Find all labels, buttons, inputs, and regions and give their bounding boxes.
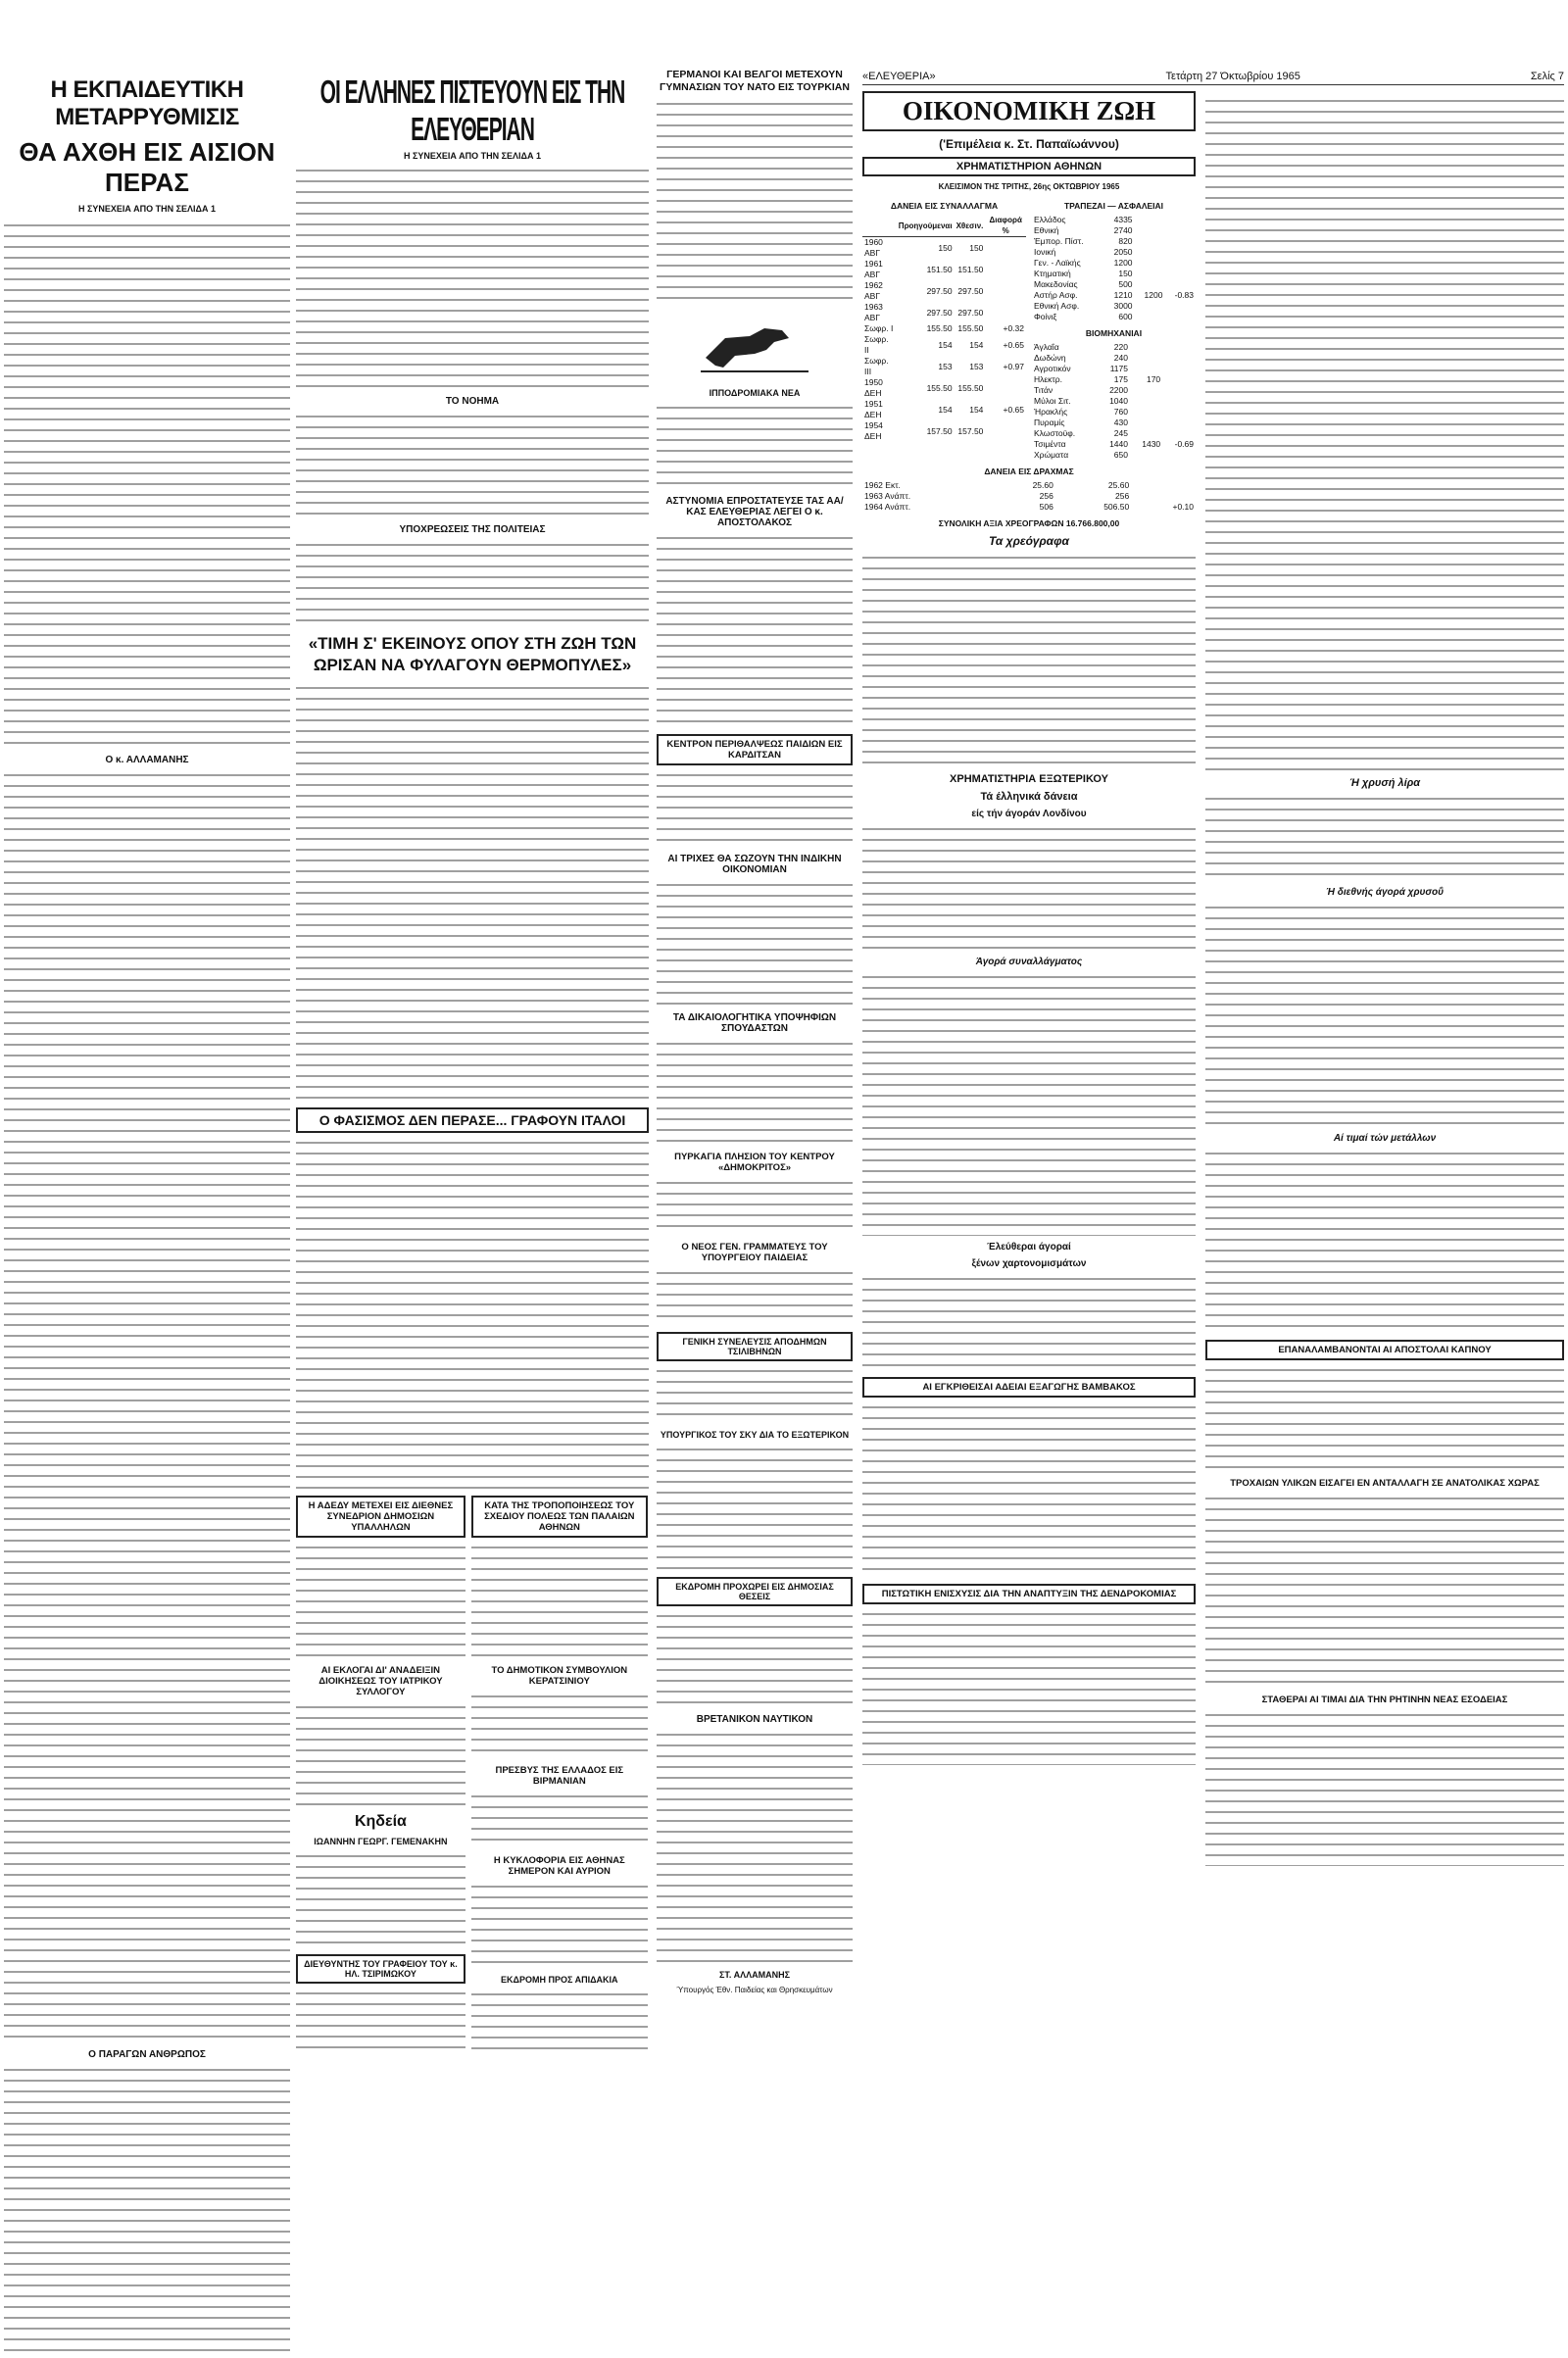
article-body-freedom xyxy=(296,165,649,390)
article-body-2 xyxy=(4,769,290,2043)
banks-table-wrap xyxy=(1032,195,1196,461)
bank-prev: 500 xyxy=(1118,279,1133,289)
table-row xyxy=(1032,247,1196,258)
table-row xyxy=(1032,342,1196,353)
article-body-london xyxy=(862,823,1196,951)
bank-name: Μακεδονίας xyxy=(1034,279,1078,289)
bank-now xyxy=(1135,236,1165,247)
bank-now xyxy=(1135,215,1165,225)
article-body-ministerial xyxy=(657,1444,853,1571)
article-body-thermopylae xyxy=(296,682,649,1104)
loan-now: 154 xyxy=(969,339,984,350)
headline-police: ΑΣΤΥΝΟΜΙΑ ΕΠΡΟΣΤΑΤΕΥΣΕ ΤΑΣ ΑΑ/ΚΑΣ ΕΛΕΥΘΕΡΙΑΣ ΛΕΓΕΙ Ο κ. ΑΠΟΣΤΟΛΑΚΟΣ xyxy=(665,496,844,528)
loan-now: 154 xyxy=(969,404,984,415)
column-education xyxy=(4,0,290,2330)
table-row xyxy=(1032,236,1196,247)
issue-date: Τετάρτη 27 Όκτωβρίου 1965 xyxy=(1165,71,1300,82)
article-body-horses xyxy=(657,402,853,490)
table-row xyxy=(1032,407,1196,418)
table-row xyxy=(1032,418,1196,428)
bank-name: Γεν. - Λαϊκής xyxy=(1034,258,1081,268)
article-body-notes xyxy=(862,1273,1196,1371)
table-row xyxy=(862,237,1026,260)
industry-diff xyxy=(1162,385,1196,396)
table-row xyxy=(862,377,1026,399)
article-body-obligations xyxy=(296,539,649,627)
article-body-metals xyxy=(1205,1148,1564,1334)
intl-gold-head: Ή διεθνής άγορά χρυσοΰ xyxy=(1325,887,1445,898)
loan-now: 297.50 xyxy=(957,307,984,318)
table-row xyxy=(1032,225,1196,236)
article-body-gold xyxy=(1205,793,1564,881)
industry-diff xyxy=(1162,374,1196,385)
loan-diff: +0.65 xyxy=(1003,339,1024,350)
horse-illustration xyxy=(657,304,853,382)
article-body-meaning xyxy=(296,411,649,518)
drachma-now: 506.50 xyxy=(1103,502,1130,512)
loan-prev: 297.50 xyxy=(926,307,953,318)
drachma-prev: 25.60 xyxy=(1032,480,1054,490)
industry-now xyxy=(1130,428,1162,439)
box-keratsini: ΤΟ ΔΗΜΟΤΙΚΟΝ ΣΥΜΒΟΥΛΙΟΝ ΚΕΡΑΤΣΙΝΙΟΥ xyxy=(491,1665,628,1687)
loans-table xyxy=(862,215,1026,442)
table-row xyxy=(1032,364,1196,374)
boxes-row xyxy=(296,1490,649,2057)
bank-prev: 600 xyxy=(1118,312,1133,321)
headline-fascism: Ο ΦΑΣΙΣΜΟΣ ΔΕΝ ΠΕΡΑΣΕ... ΓΡΑΦΟΥΝ ΙΤΑΛΟΙ xyxy=(296,1107,649,1133)
article-body-intl-gold xyxy=(1205,902,1564,1127)
bank-name: Εθνική xyxy=(1034,225,1059,235)
headline-ministerial: ΥΠΟΥΡΓΙΚΟΣ ΤΟΥ ΣΚΥ ΔΙΑ ΤΟ ΕΞΩΤΕΡΙΚΟΝ xyxy=(660,1430,850,1440)
loans-title: ΔΑΝΕΙΑ ΕΙΣ ΣΥΝΑΛΛΑΓΜΑ xyxy=(890,201,999,211)
loan-prev: 150 xyxy=(938,242,953,253)
industry-now xyxy=(1130,342,1162,353)
drachma-now: 256 xyxy=(1115,491,1130,501)
industry-now xyxy=(1130,396,1162,407)
loan-diff xyxy=(985,302,1026,323)
bourse-volume: ΣΥΝΟΛΙΚΗ ΑΞΙΑ ΧΡΕΟΓΡΑΦΩΝ 16.766.800,00 xyxy=(938,518,1120,528)
loan-now: 155.50 xyxy=(957,382,984,393)
industry-now: 1430 xyxy=(1142,439,1161,449)
bank-diff xyxy=(1164,236,1196,247)
paper-name: «ΕΛΕΥΘΕΡΙΑ» xyxy=(862,71,936,82)
article-body-police xyxy=(657,532,853,728)
box-adedy: Η ΑΔΕΔΥ ΜΕΤΕΧΕΙ ΕΙΣ ΔΙΕΘΝΕΣ ΣΥΝΕΔΡΙΟΝ ΔΗΜΟΣΙΩΝ ΥΠΑΛΛΗΛΩΝ xyxy=(296,1496,466,1538)
table-row xyxy=(862,302,1026,323)
article-body-old-athens xyxy=(471,1542,648,1659)
table-row xyxy=(862,420,1026,442)
bank-now: 1200 xyxy=(1144,290,1163,300)
table-row xyxy=(1032,312,1196,322)
industry-prev: 760 xyxy=(1113,407,1128,417)
table-row xyxy=(1032,290,1196,301)
loan-now: 151.50 xyxy=(957,264,984,274)
loan-name: 1950 ΔΕΗ xyxy=(864,377,883,398)
article-body-fire xyxy=(657,1177,853,1236)
headline-documents: ΤΑ ΔΙΚΑΙΟΛΟΓΗΤΙΚΑ ΥΠΟΨΗΦΙΩΝ ΣΠΟΥΔΑΣΤΩΝ xyxy=(672,1012,837,1034)
column-freedom xyxy=(296,0,649,2330)
table-row xyxy=(862,480,1196,491)
box-old-athens: ΚΑΤΑ ΤΗΣ ΤΡΟΠΟΠΟΙΗΣΕΩΣ ΤΟΥ ΣΧΕΔΙΟΥ ΠΟΛΕΩΣ ΤΩΝ ΠΑΛΑΙΩΝ ΑΘΗΝΩΝ xyxy=(471,1496,648,1538)
industry-prev: 430 xyxy=(1113,418,1128,427)
bourse-title: ΧΡΗΜΑΤΙΣΤΗΡΙΟΝ ΑΘΗΝΩΝ xyxy=(862,157,1196,176)
article-body-traffic xyxy=(471,1881,648,1969)
article-body-children xyxy=(657,769,853,848)
bank-diff xyxy=(1164,269,1196,279)
industry-diff xyxy=(1162,364,1196,374)
foreign-bourse-title: ΧΡΗΜΑΤΙΣΤΗΡΙΑ ΕΞΩΤΕΡΙΚΟΥ xyxy=(950,773,1108,785)
bank-name: Αστήρ Ασφ. xyxy=(1034,290,1078,300)
industry-diff xyxy=(1162,418,1196,428)
industry-prev: 650 xyxy=(1113,450,1128,460)
economy-editor: ('Επιμέλεια κ. Στ. Παπαϊωάννου) xyxy=(939,137,1119,151)
loan-name: 1951 ΔΕΗ xyxy=(864,399,883,419)
loan-prev: 151.50 xyxy=(926,264,953,274)
table-row xyxy=(862,399,1026,420)
drachma-name: 1963 Ανάπτ. xyxy=(864,491,911,501)
industry-now: 170 xyxy=(1146,374,1161,384)
industry-prev: 1175 xyxy=(1109,364,1128,373)
headline-hair: ΑΙ ΤΡΙΧΕΣ ΘΑ ΣΩΖΟΥΝ ΤΗΝ ΙΝΔΙΚΗΝ ΟΙΚΟΝΟΜΙΑΝ xyxy=(667,854,842,875)
funeral-name: ΙΩΑΝΝΗΝ ΓΕΩΡΓ. ΓΕΜΕΝΑΚΗΝ xyxy=(314,1837,448,1846)
loan-name: 1962 ΑΒΓ xyxy=(864,280,883,301)
subheadline-education: ΘΑ ΑΧΘΗ ΕΙΣ ΑΙΣΙΟΝ ΠΕΡΑΣ xyxy=(19,137,275,197)
article-body-funeral xyxy=(296,1850,466,1948)
industry-diff xyxy=(1162,428,1196,439)
loan-prev: 153 xyxy=(938,361,953,371)
industry-diff xyxy=(1162,450,1196,461)
table-row xyxy=(1032,301,1196,312)
loan-now: 153 xyxy=(969,361,984,371)
industry-now xyxy=(1130,450,1162,461)
bank-prev: 150 xyxy=(1118,269,1133,278)
industry-name: Πυραμίς xyxy=(1034,418,1065,427)
bourse-tables xyxy=(862,195,1196,461)
table-row xyxy=(1032,450,1196,461)
article-body-excursion-2 xyxy=(657,1610,853,1708)
industry-name: Χρώματα xyxy=(1034,450,1069,460)
economy-layout xyxy=(862,85,1564,1866)
table-row xyxy=(1032,396,1196,407)
table-row xyxy=(1032,258,1196,269)
bank-now xyxy=(1135,247,1165,258)
industry-diff xyxy=(1162,353,1196,364)
drachma-prev: 506 xyxy=(1039,502,1054,512)
industry-now xyxy=(1130,418,1162,428)
table-row xyxy=(862,502,1196,513)
table-row xyxy=(1032,353,1196,364)
bank-diff xyxy=(1164,225,1196,236)
continuation-note: Η ΣΥΝΕΧΕΙΑ ΑΠΟ ΤΗΝ ΣΕΛΙΔΑ 1 xyxy=(78,204,216,214)
box-column-left xyxy=(296,1490,466,2057)
industry-name: Κλωστοϋφ. xyxy=(1034,428,1076,438)
article-body-navy xyxy=(657,1729,853,1964)
table-row xyxy=(862,356,1026,377)
bank-prev: 4335 xyxy=(1113,215,1133,224)
bank-diff xyxy=(1164,312,1196,322)
loan-diff: +0.65 xyxy=(1003,404,1024,415)
article-body-resin xyxy=(1205,1709,1564,1866)
article-body-hair xyxy=(657,879,853,1007)
industry-table xyxy=(1032,342,1196,461)
bank-prev: 2740 xyxy=(1113,225,1133,235)
bank-diff xyxy=(1164,279,1196,290)
article-body-director xyxy=(296,1988,466,2056)
box-traffic: Η ΚΥΚΛΟΦΟΡΙΑ ΕΙΣ ΑΘΗΝΑΣ ΣΗΜΕΡΟΝ ΚΑΙ ΑΥΡΙΟΝ xyxy=(493,1855,625,1877)
drachma-now: 25.60 xyxy=(1107,480,1130,490)
bank-prev: 1210 xyxy=(1113,290,1133,300)
loan-name: Σωφρ. Ι xyxy=(864,323,894,333)
loan-diff xyxy=(985,420,1026,442)
cotton-approvals: ΑΙ ΕΓΚΡΙΘΕΙΣΑΙ ΑΔΕΙΑΙ ΕΞΑΓΩΓΗΣ ΒΑΜΒΑΚΟΣ xyxy=(862,1377,1196,1398)
loan-diff xyxy=(985,377,1026,399)
loan-now: 297.50 xyxy=(957,285,984,296)
col-header-prev: Προηγούμεναι xyxy=(897,215,955,237)
industry-now xyxy=(1130,364,1162,374)
article-body-adedy xyxy=(296,1542,466,1659)
article-body-3 xyxy=(4,2064,290,2358)
article-body-cotton xyxy=(862,1401,1196,1578)
table-row xyxy=(1032,374,1196,385)
page-number: Σελίς 7 xyxy=(1530,71,1564,82)
box-column-right xyxy=(471,1490,648,2057)
table-row xyxy=(1032,439,1196,450)
article-body-keratsini xyxy=(471,1691,648,1759)
bank-prev: 820 xyxy=(1118,236,1133,246)
free-markets-head: Έλεύθεραι άγοραί xyxy=(987,1242,1071,1253)
article-body-right-top xyxy=(1205,95,1564,771)
loans-table-wrap xyxy=(862,195,1026,461)
loan-now: 157.50 xyxy=(957,425,984,436)
box-director: ΔΙΕΥΘΥΝΤΗΣ ΤΟΥ ΓΡΑΦΕΙΟΥ ΤΟΥ κ. ΗΛ. ΤΣΙΡΙΜΩΚΟΥ xyxy=(296,1954,466,1984)
excursion-head: ΕΚΔΡΟΜΗ ΠΡΟΣ ΑΠΙΔΑΚΙΑ xyxy=(501,1975,618,1985)
loan-diff: +0.32 xyxy=(1003,323,1024,333)
byline: Ο κ. ΑΛΛΑΜΑΝΗΣ xyxy=(105,755,189,765)
loan-now: 150 xyxy=(969,242,984,253)
industry-now xyxy=(1130,407,1162,418)
table-row xyxy=(1032,385,1196,396)
loan-diff xyxy=(985,237,1026,260)
gold-pound-head: Ή χρυσή λίρα xyxy=(1348,777,1421,789)
headline-assembly: ΓΕΝΙΚΗ ΣΥΝΕΛΕΥΣΙΣ ΑΠΟΔΗΜΩΝ ΤΣΙΛΙΒΗΝΩΝ xyxy=(657,1332,853,1361)
loan-name: 1961 ΑΒΓ xyxy=(864,259,883,279)
industry-prev: 2200 xyxy=(1109,385,1128,395)
loan-name: 1954 ΔΕΗ xyxy=(864,420,883,441)
resin-head: ΣΤΑΘΕΡΑΙ ΑΙ ΤΙΜΑΙ ΔΙΑ ΤΗΝ ΡΗΤΙΝΗΝ ΝΕΑΣ ΕΣΟΔΕΙΑΣ xyxy=(1261,1695,1508,1705)
bank-now xyxy=(1135,312,1165,322)
headline-nato: ΓΕΡΜΑΝΟΙ ΚΑΙ ΒΕΛΓΟΙ ΜΕΤΕΧΟΥΝ ΓΥΜΝΑΣΙΩΝ ΤΟΥ ΝΑΤΟ ΕΙΣ ΤΟΥΡΚΙΑΝ xyxy=(660,69,850,93)
industry-prev: 240 xyxy=(1113,353,1128,363)
loan-prev: 155.50 xyxy=(926,382,953,393)
headline-children-center: ΚΕΝΤΡΟΝ ΠΕΡΙΘΑΛΨΕΩΣ ΠΑΙΔΙΩΝ ΕΙΣ ΚΑΡΔΙΤΣΑΝ xyxy=(657,734,853,765)
signature-role: Ύπουργός Έθν. Παιδείας και Θρησκευμάτων xyxy=(676,1986,833,1994)
masthead xyxy=(862,71,1564,85)
trade-head: ΤΡΟΧΑΙΩΝ ΥΛΙΚΩΝ ΕΙΣΑΓΕΙ ΕΝ ΑΝΤΑΛΛΑΓΗ ΣΕ ΑΝΑΤΟΛΙΚΑΣ ΧΩΡΑΣ xyxy=(1230,1478,1540,1489)
article-body-trade xyxy=(1205,1493,1564,1689)
table-row xyxy=(862,491,1196,502)
bank-diff: -0.83 xyxy=(1174,290,1194,300)
headline-education: Η ΕΚΠΑΙΔΕΥΤΙΚΗ ΜΕΤΑΡΡΥΘΜΙΣΙΣ xyxy=(50,76,244,130)
loan-name: 1960 ΑΒΓ xyxy=(864,237,883,258)
industry-name: Δωδώνη xyxy=(1034,353,1066,363)
loan-prev: 157.50 xyxy=(926,425,953,436)
col-header-now: Χθεσιν. xyxy=(955,215,986,237)
table-row xyxy=(1032,279,1196,290)
industry-name: Ήρακλής xyxy=(1034,407,1068,417)
industry-prev: 220 xyxy=(1113,342,1128,352)
article-body-documents xyxy=(657,1038,853,1146)
bank-name: Ιονική xyxy=(1034,247,1056,257)
subhead-factor: Ο ΠΑΡΑΓΩΝ ΑΝΘΡΩΠΟΣ xyxy=(88,2049,206,2060)
economy-right xyxy=(1205,85,1564,1866)
horse-racing-news: ΙΠΠΟΔΡΟΜΙΑΚΑ ΝΕΑ xyxy=(709,388,801,398)
bank-now xyxy=(1135,279,1165,290)
industry-prev: 1440 xyxy=(1109,439,1128,449)
column-economy xyxy=(862,0,1564,2330)
bank-now xyxy=(1135,269,1165,279)
article-body-tobacco xyxy=(1205,1364,1564,1472)
economy-title: ΟΙΚΟΝΟΜΙΚΗ ΖΩΗ xyxy=(902,96,1156,125)
bank-name: Έμπορ. Πίστ. xyxy=(1034,236,1084,246)
bank-name: Κτηματική xyxy=(1034,269,1071,278)
industry-name: Μύλοι Σιτ. xyxy=(1034,396,1071,406)
signature-name: ΣΤ. ΑΛΛΑΜΑΝΗΣ xyxy=(719,1970,790,1980)
table-row xyxy=(862,323,1026,334)
industry-name: Τσιμέντα xyxy=(1034,439,1066,449)
industry-prev: 1040 xyxy=(1109,396,1128,406)
column-news xyxy=(657,0,853,2330)
london-market-head: είς τήν άγοράν Λονδίνου xyxy=(971,809,1087,819)
drachma-prev: 256 xyxy=(1039,491,1054,501)
industry-diff: -0.69 xyxy=(1174,439,1194,449)
loan-name: Σωφρ. ΙΙ xyxy=(864,334,889,355)
bank-prev: 3000 xyxy=(1113,301,1133,311)
foreign-notes-head: ξένων χαρτονομισμάτων xyxy=(971,1258,1087,1269)
credit-head: ΠΙΣΤΩΤΙΚΗ ΕΝΙΣΧΥΣΙΣ ΔΙΑ ΤΗΝ ΑΝΑΠΤΥΞΙΝ ΤΗΣ ΔΕΝΔΡΟΚΟΜΙΑΣ xyxy=(862,1584,1196,1604)
industry-prev: 245 xyxy=(1113,428,1128,438)
drachma-table xyxy=(862,480,1196,513)
box-burma: ΠΡΕΣΒΥΣ ΤΗΣ ΕΛΛΑΔΟΣ ΕΙΣ ΒΙΡΜΑΝΙΑΝ xyxy=(495,1765,624,1787)
article-body-securities xyxy=(862,552,1196,767)
bank-name: Φοίνιξ xyxy=(1034,312,1057,321)
economy-left xyxy=(862,85,1196,1866)
table-row xyxy=(862,259,1026,280)
bank-now xyxy=(1135,258,1165,269)
loan-diff: +0.97 xyxy=(1003,361,1024,371)
bank-diff xyxy=(1164,258,1196,269)
tobacco-resume: ΕΠΑΝΑΛΑΜΒΑΝΟΝΤΑΙ ΑΙ ΑΠΟΣΤΟΛΑΙ ΚΑΠΝΟΥ xyxy=(1205,1340,1564,1360)
subhead-obligations: ΥΠΟΧΡΕΩΣΕΙΣ ΤΗΣ ΠΟΛΙΤΕΙΑΣ xyxy=(399,524,546,535)
article-body-excursion xyxy=(471,1989,648,2057)
bank-name: Ελλάδος xyxy=(1034,215,1066,224)
table-row xyxy=(862,280,1026,302)
industry-diff xyxy=(1162,407,1196,418)
table-row xyxy=(1032,428,1196,439)
horse-icon xyxy=(696,309,813,377)
industry-name: Ηλεκτρ. xyxy=(1034,374,1062,384)
bank-now xyxy=(1135,301,1165,312)
securities-head: Τα χρεόγραφα xyxy=(989,534,1069,548)
bank-name: Εθνική Ασφ. xyxy=(1034,301,1080,311)
headline-excursion-2: ΕΚΔΡΟΜΗ ΠΡΟΧΩΡΕΙ ΕΙΣ ΔΗΜΟΣΙΑΣ ΘΕΣΕΙΣ xyxy=(657,1577,853,1606)
industry-title: ΒΙΟΜΗΧΑΝΙΑΙ xyxy=(1085,328,1143,338)
industry-diff xyxy=(1162,342,1196,353)
funeral-head: Κηδεία xyxy=(354,1813,407,1830)
headline-fire: ΠΥΡΚΑΓΙΑ ΠΛΗΣΙΟΝ ΤΟΥ ΚΕΝΤΡΟΥ «ΔΗΜΟΚΡΙΤΟΣ» xyxy=(674,1152,835,1173)
article-body-assembly xyxy=(657,1365,853,1424)
article-body-secretary xyxy=(657,1267,853,1326)
drachma-diff xyxy=(1131,491,1196,502)
box-medical-elections: ΑΙ ΕΚΛΟΓΑΙ ΔΙ' ΑΝΑΔΕΙΞΙΝ ΔΙΟΙΚΗΣΕΩΣ ΤΟΥ ΙΑΤΡΙΚΟΥ ΣΥΛΛΟΓΟΥ xyxy=(318,1665,443,1697)
drachma-name: 1964 Ανάπτ. xyxy=(864,502,911,512)
table-row xyxy=(862,334,1026,356)
bank-prev: 1200 xyxy=(1113,258,1133,268)
drachma-name: 1962 Εκτ. xyxy=(864,480,901,490)
drachma-diff: +0.10 xyxy=(1172,502,1194,512)
col-header-diff: Διαφορά % xyxy=(985,215,1026,237)
headline-navy: ΒΡΕΤΑΝΙΚΟΝ ΝΑΥΤΙΚΟΝ xyxy=(696,1714,813,1725)
industry-diff xyxy=(1162,396,1196,407)
bourse-closing: ΚΛΕΙΣΙΜΟΝ ΤΗΣ ΤΡΙΤΗΣ, 26ης ΟΚΤΩΒΡΙΟΥ 1965 xyxy=(938,182,1120,191)
table-row xyxy=(1032,215,1196,225)
loan-prev: 154 xyxy=(938,339,953,350)
article-body-credit xyxy=(862,1608,1196,1765)
london-loans-head: Τά έλληνικά δάνεια xyxy=(980,791,1078,803)
article-body-nato xyxy=(657,98,853,304)
headline-freedom: ΟΙ ΕΛΛΗΝΕΣ ΠΙΣΤΕΥΟΥΝ ΕΙΣ ΤΗΝ ΕΛΕΥΘΕΡΙΑΝ xyxy=(319,74,625,149)
loan-prev: 297.50 xyxy=(926,285,953,296)
loan-diff xyxy=(985,280,1026,302)
loan-now: 155.50 xyxy=(957,323,984,333)
continuation-note-2: Η ΣΥΝΕΧΕΙΑ ΑΠΟ ΤΗΝ ΣΕΛΙΔΑ 1 xyxy=(404,151,541,161)
bank-prev: 2050 xyxy=(1113,247,1133,257)
drachma-title: ΔΑΝΕΙΑ ΕΙΣ ΔΡΑΧΜΑΣ xyxy=(984,467,1074,476)
industry-now xyxy=(1130,385,1162,396)
loan-prev: 155.50 xyxy=(926,323,953,333)
banks-table xyxy=(1032,215,1196,322)
industry-now xyxy=(1130,353,1162,364)
headline-thermopylae: «ΤΙΜΗ Σ' ΕΚΕΙΝΟΥΣ ΟΠΟΥ ΣΤΗ ΖΩΗ ΤΩΝ ΩΡΙΣΑΝ ΝΑ ΦΥΛΑΓΟΥΝ ΘΕΡΜΟΠΥΛΕΣ» xyxy=(308,634,637,674)
industry-name: Άγλαΐα xyxy=(1034,342,1059,352)
article-body-fx xyxy=(862,971,1196,1236)
bank-diff xyxy=(1164,247,1196,258)
headline-new-secretary: Ο ΝΕΟΣ ΓΕΝ. ΓΡΑΜΜΑΤΕΥΣ ΤΟΥ ΥΠΟΥΡΓΕΙΟΥ ΠΑΙΔΕΙΑΣ xyxy=(681,1242,828,1263)
industry-name: Τιτάν xyxy=(1034,385,1054,395)
loan-prev: 154 xyxy=(938,404,953,415)
metals-head: Αί τιμαί τών μετάλλων xyxy=(1333,1133,1437,1144)
table-row xyxy=(1032,269,1196,279)
industry-name: Αγροτικόν xyxy=(1034,364,1071,373)
article-body-fascism xyxy=(296,1137,649,1490)
banks-title: ΤΡΑΠΕΖΑΙ — ΑΣΦΑΛΕΙΑΙ xyxy=(1063,201,1164,211)
bank-diff xyxy=(1164,215,1196,225)
article-body-burma xyxy=(471,1791,648,1849)
fx-market-head: Άγορά συναλλάγματος xyxy=(975,957,1083,967)
loan-name: 1963 ΑΒΓ xyxy=(864,302,883,322)
article-body-1 xyxy=(4,220,290,749)
economy-title-box xyxy=(862,91,1196,131)
subhead-meaning: ΤΟ ΝΟΗΜΑ xyxy=(445,396,500,407)
loan-name: Σωφρ. ΙΙΙ xyxy=(864,356,889,376)
drachma-diff xyxy=(1131,480,1196,491)
industry-prev: 175 xyxy=(1113,374,1128,384)
bank-diff xyxy=(1164,301,1196,312)
loan-diff xyxy=(985,259,1026,280)
bank-now xyxy=(1135,225,1165,236)
article-body-medical xyxy=(296,1701,466,1809)
